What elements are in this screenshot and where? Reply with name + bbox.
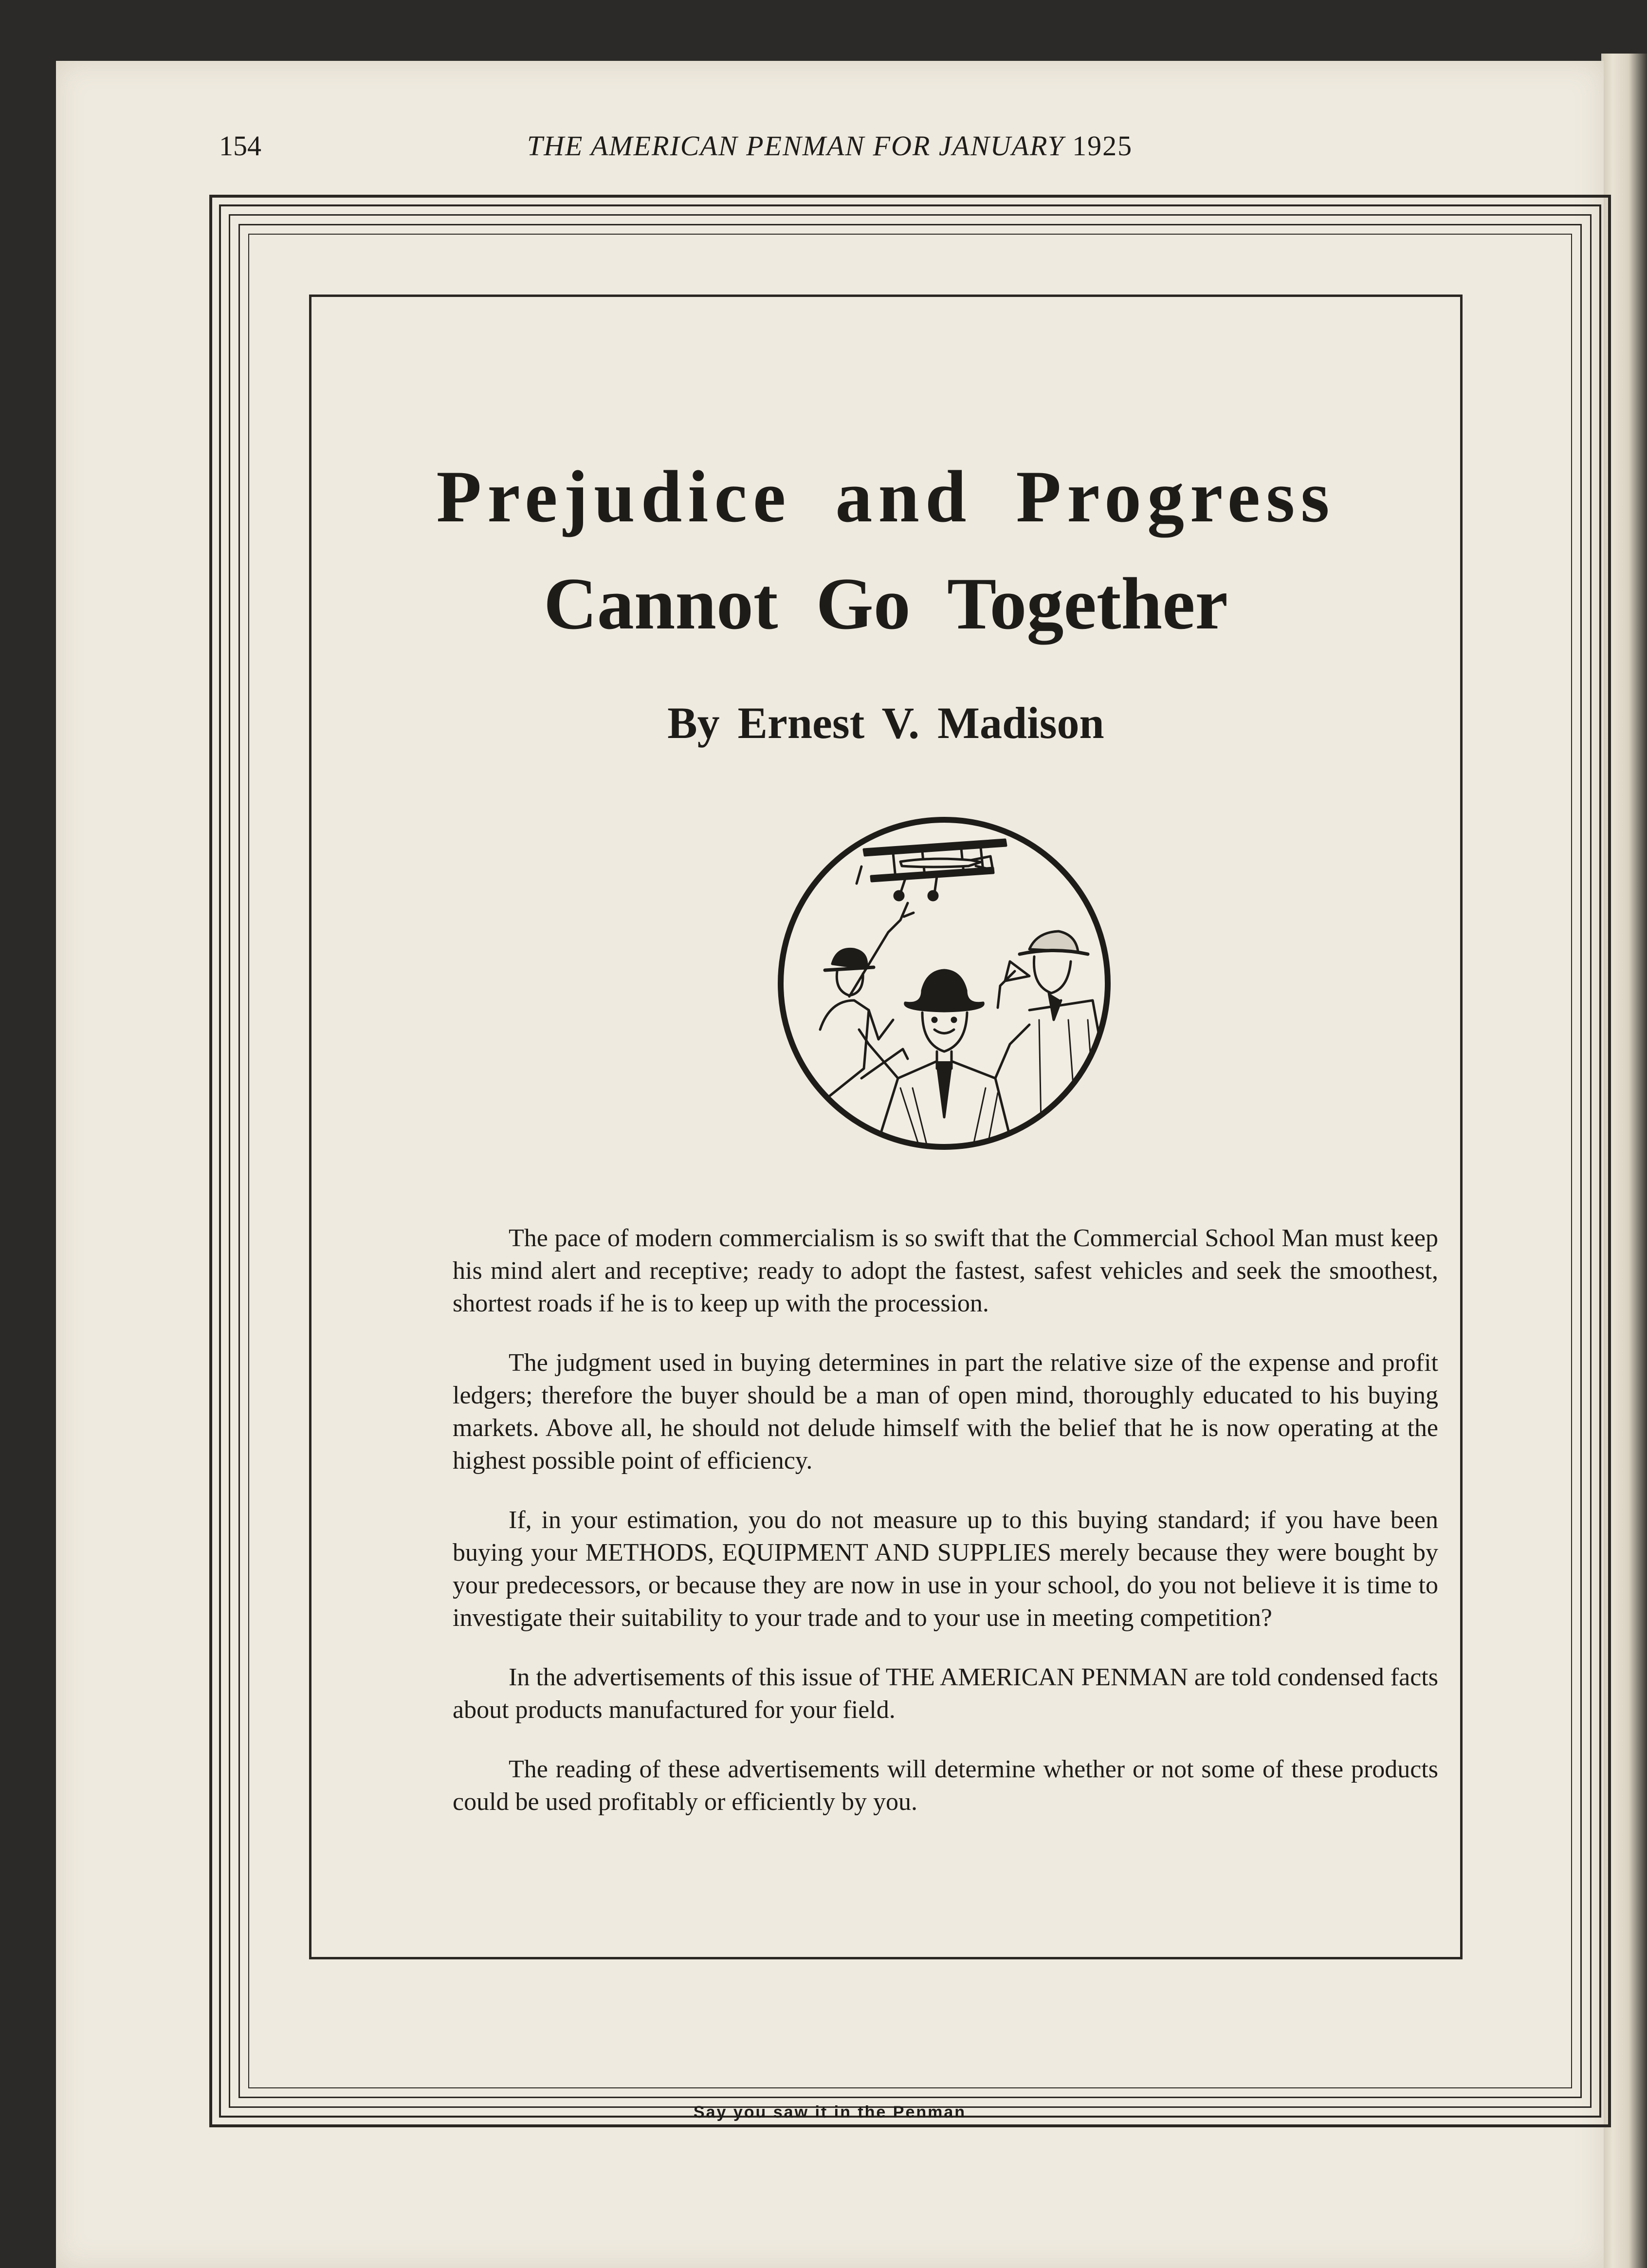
paragraph-4: In the advertisements of this issue of THE AMERICAN PENMAN are told condensed facts about products manufactured for your field. xyxy=(453,1663,1438,1724)
headline-line-1: Prejudice and Progress xyxy=(436,456,1336,537)
running-head xyxy=(56,124,1604,168)
journal-name: THE AMERICAN PENMAN FOR JANUARY xyxy=(527,130,1064,162)
paragraph-2: The judgment used in buying determines in part the relative size of the expense and profit ledgers; therefore the buyer should be a man of open mind, thoroughly educated to his buying markets. Above all, he should not delude himself with the belief that he is now operating at the highest possible point of efficiency. xyxy=(453,1349,1438,1475)
page-footer: Say you saw it in the Penman xyxy=(693,2103,967,2121)
byline: By Ernest V. Madison xyxy=(667,698,1104,748)
article-box xyxy=(309,295,1463,1959)
paragraph-1: The pace of modern commercialism is so swift that the Commercial School Man must keep his mind alert and receptive; ready to adopt the fastest, safest vehicles and seek the smoothest, shortest roads if he is to keep up with the procession. xyxy=(453,1224,1438,1317)
headline-line-2: Cannot Go Together xyxy=(544,563,1228,645)
magazine-page xyxy=(56,61,1604,2268)
journal-title xyxy=(56,124,1604,168)
paragraph-3: If, in your estimation, you do not measure up to this buying standard; if you have been buying your METHODS, EQUIPMENT AND SUPPLIES merely because they were bought by your predecessors, or because they are now in use in your school, do you not believe it is time to investigate their suitability to your trade and to your use in meeting competition? xyxy=(453,1506,1438,1632)
article-headline xyxy=(311,443,1460,657)
paragraph-5: The reading of these advertisements will determine whether or not some of these products could be used profitably or efficiently by you. xyxy=(453,1755,1438,1816)
biplane-and-onlookers-illustration xyxy=(776,815,1112,1151)
article-body xyxy=(453,1222,1438,1845)
page-number: 154 xyxy=(219,130,261,162)
journal-year: 1925 xyxy=(1072,130,1133,162)
